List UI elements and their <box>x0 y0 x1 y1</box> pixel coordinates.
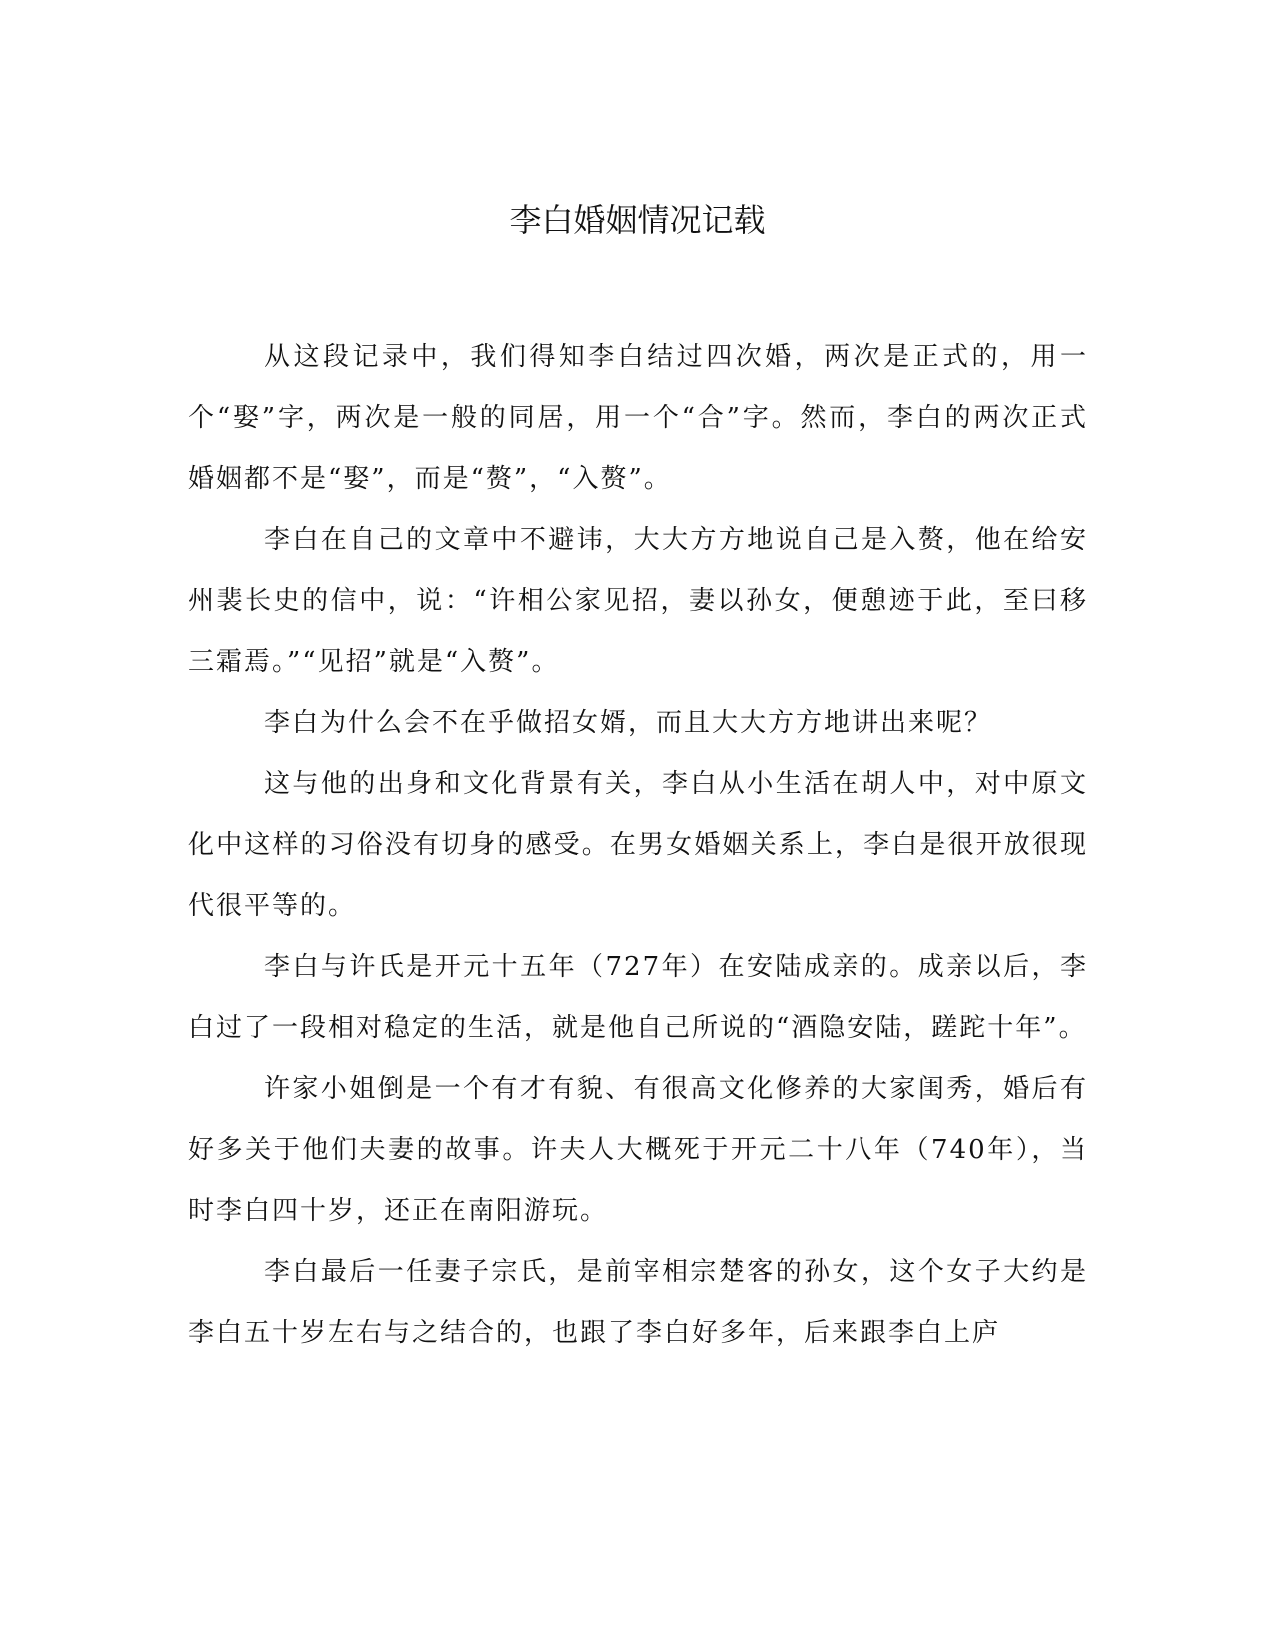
paragraph-6: 许家小姐倒是一个有才有貌、有很高文化修养的大家闺秀，婚后有好多关于他们夫妻的故事。许夫人大概死于开元二十八年（740年），当时李白四十岁，还正在南阳游玩。 <box>188 1074 1088 1226</box>
paragraph-5: 李白与许氏是开元十五年（727年）在安陆成亲的。成亲以后，李白过了一段相对稳定的生活，就是他自己所说的“酒隐安陆，蹉跎十年”。 <box>188 952 1088 1043</box>
paragraph-3: 李白为什么会不在乎做招女婿，而且大大方方地讲出来呢？ <box>264 708 993 738</box>
paragraph-2: 李白在自己的文章中不避讳，大大方方地说自己是入赘，他在给安州裴长史的信中，说：“许相公家见招，妻以孙女，便憩迹于此，至曰移三霜焉。”“见招”就是“入赘”。 <box>188 525 1088 677</box>
document-body <box>188 327 1088 1364</box>
paragraph-7: 李白最后一任妻子宗氏，是前宰相宗楚客的孙女，这个女子大约是李白五十岁左右与之结合的，也跟了李白好多年，后来跟李白上庐 <box>188 1257 1088 1348</box>
paragraph-4: 这与他的出身和文化背景有关，李白从小生活在胡人中，对中原文化中这样的习俗没有切身的感受。在男女婚姻关系上，李白是很开放很现代很平等的。 <box>188 769 1088 921</box>
paragraph-1: 从这段记录中，我们得知李白结过四次婚，两次是正式的，用一个“娶”字，两次是一般的同居，用一个“合”字。然而，李白的两次正式婚姻都不是“娶”，而是“赘”，“入赘”。 <box>188 342 1088 494</box>
document-title: 李白婚姻情况记载 <box>509 201 766 239</box>
